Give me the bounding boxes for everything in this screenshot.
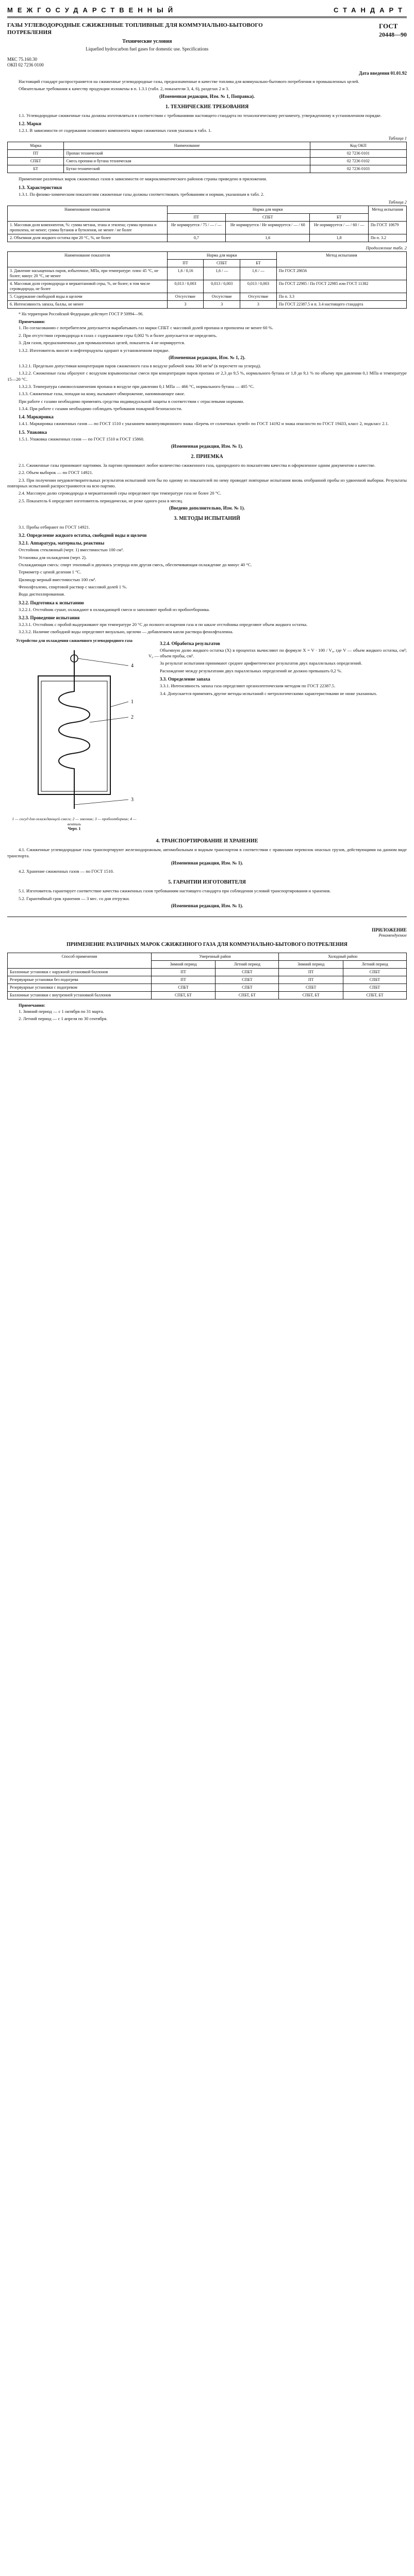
table-cell: СПБТ xyxy=(8,158,64,165)
table-cell: Баллонные установки с внутренней установкой баллонов xyxy=(8,992,152,999)
table-header: СПБТ xyxy=(204,259,240,267)
edition-note: (Измененная редакция, Изм. № 1). xyxy=(171,443,243,449)
paragraph: 2.1. Сжиженные газы принимают партиями. За партию принимают любое количество сжиженного газа, однородного по показателям качества и оформленное одним документом о качестве. xyxy=(19,462,376,468)
table-cell: Отсутствие xyxy=(167,293,204,300)
table-cell: По ГОСТ 22985 / По ГОСТ 22985 или ГОСТ 11382 xyxy=(276,280,406,293)
paragraph: 1.3.2.3. Температура самовоспламенения пропана в воздухе при давлении 0,1 МПа — 466 °С, нормального бутана — 405 °С. xyxy=(19,383,255,389)
table-cell: ПТ xyxy=(279,976,343,984)
paragraph: Термометр с ценой деления 1 °С. xyxy=(19,569,81,575)
cooling-device-figure xyxy=(7,638,141,834)
introduction-date: Дата введения 01.01.92 xyxy=(359,70,407,76)
table-cell: СПБТ, БТ xyxy=(216,992,279,999)
standard-banner xyxy=(7,5,407,18)
section-5-title: 5. ГАРАНТИИ ИЗГОТОВИТЕЛЯ xyxy=(168,879,246,886)
edition-note: (Измененная редакция, Изм. № 1, Поправка). xyxy=(159,93,255,99)
paragraph: Цилиндр мерный вместимостью 100 см³. xyxy=(19,577,96,582)
paragraph: 1.3.4. При работе с газами необходимо соблюдать требования пожарной безопасности. xyxy=(19,405,183,411)
table-header: БТ xyxy=(240,259,277,267)
paragraph: 1.1. Углеводородные сжиженные газы должны изготовляться в соответствии с требованиями настоящего стандарта по технологическому регламенту, утвержденному в установленном порядке. xyxy=(19,112,382,118)
table-header: Зимний период xyxy=(279,961,343,969)
table-2-properties xyxy=(7,206,407,242)
table-cell: СПБТ xyxy=(151,984,216,992)
table-cell: 3. Давление насыщенных паров, избыточное, МПа, при температуре: плюс 45 °С, не более; минус 20 °С, не менее xyxy=(8,267,168,280)
table-cell: СПБТ xyxy=(216,984,279,992)
table-row xyxy=(8,976,407,984)
paragraph: Применение различных марок сжиженных газов в зависимости от макроклиматического районов страны приведено в приложении. xyxy=(19,176,267,182)
gost-number-block xyxy=(379,22,407,69)
subsection-heading: 1.2. Марки xyxy=(19,121,42,126)
appendix-note: 1. Зимний период — с 1 октября по 31 марта. xyxy=(19,1009,104,1014)
edition-note: (Измененная редакция, Изм. № 1). xyxy=(171,860,243,866)
notes-title: Примечания: xyxy=(19,319,45,325)
table-header: Способ применения xyxy=(8,953,152,969)
table-header: Марка xyxy=(8,142,64,150)
table-header: Метод испытания xyxy=(276,251,406,267)
section-4-title: 4. ТРАНСПОРТИРОВАНИЕ И ХРАНЕНИЕ xyxy=(156,838,258,844)
table-2-continuation xyxy=(7,251,407,309)
cooling-device-drawing xyxy=(7,645,141,815)
standard-english-title: Liquefied hydrocarbon fuel gases for domestic use. Specifications xyxy=(86,46,209,52)
note: 3. Для газов, предназначенных для промышленных целей, показатель 4 не нормируется. xyxy=(19,340,185,346)
figure-label: Черт. 1 xyxy=(68,826,81,832)
banner-left: МЕЖГОСУДАРСТВЕННЫЙ xyxy=(7,6,178,14)
subsection-heading: 3.2.4. Обработка результатов xyxy=(160,640,220,646)
table-cell: Отсутствие xyxy=(204,293,240,300)
paragraph: Фенолфталеин, спиртовой раствор с массовой долей 1 %. xyxy=(19,584,127,590)
table-row xyxy=(8,992,407,999)
paragraph: Охлаждающая смесь: спирт этиловый и двуокись углерода или другая смесь, обеспечивающая охлаждение до минус 40 °С. xyxy=(19,562,252,568)
table-cell: По ГОСТ 10679 xyxy=(368,221,406,234)
table-header: Зимний период xyxy=(151,961,216,969)
table-row xyxy=(8,158,407,165)
table-cell: По п. 3.3 xyxy=(276,293,406,300)
edition-note: (Измененная редакция, Изм. № 1). xyxy=(171,903,243,909)
standard-subtitle: Технические условия xyxy=(122,38,172,44)
paragraph: 3.4. Допускается применять другие методы испытаний с метрологическими характеристиками не ниже указанных. xyxy=(160,690,377,696)
table-row xyxy=(8,234,407,242)
svg-text:4: 4 xyxy=(131,663,134,669)
table-row xyxy=(8,984,407,992)
table-2-caption: Таблица 2 xyxy=(388,199,407,205)
table-cell: Смесь пропана и бутана техническая xyxy=(64,158,310,165)
subsection-heading: 3.2. Определение жидкого остатка, свободной воды и щелочи xyxy=(19,533,147,538)
table-cell: 1. Массовая доля компонентов, %: сумма метана, этана и этилена; сумма пропана и пропилена, не менее; сумма бутанов и бутиленов, не менее / не более xyxy=(8,221,168,234)
paragraph: 3.1. Пробы отбирают по ГОСТ 14921. xyxy=(19,524,90,530)
table-row xyxy=(8,221,407,234)
table-cell: Пропан технический xyxy=(64,150,310,158)
section-2-title: 2. ПРИЕМКА xyxy=(191,453,223,460)
table-cell: ПТ xyxy=(279,969,343,976)
classification-codes xyxy=(7,57,287,69)
table-row xyxy=(8,293,407,300)
table-cell: СПБТ xyxy=(343,976,407,984)
table-cell: 0,013 / 0,003 xyxy=(167,280,204,293)
paragraph: Расхождение между результатами двух параллельных определений не должно превышать 0,2 %. xyxy=(160,668,342,673)
table-cell: 3 xyxy=(167,300,204,308)
section-3-title: 3. МЕТОДЫ ИСПЫТАНИЙ xyxy=(174,516,240,522)
table-row xyxy=(8,150,407,158)
table-header: Код ОКП xyxy=(310,142,406,150)
table-cell: 2. Объемная доля жидкого остатка при 20 °С, %, не более xyxy=(8,234,168,242)
paragraph: Вода дистиллированная. xyxy=(19,591,65,597)
paragraph: 1.2.1. В зависимости от содержания основного компонента марки сжиженных газов указаны в табл. 1. xyxy=(19,127,212,133)
table-row xyxy=(8,165,407,173)
table-cell: По п. 3.2 xyxy=(368,234,406,242)
table-cell: СПБТ xyxy=(216,969,279,976)
table-footnote: * На территории Российской Федерации действует ГОСТ Р 50994—96. xyxy=(19,311,144,316)
edition-note: (Измененная редакция, Изм. № 1, 2). xyxy=(169,354,245,360)
okp-code: ОКП 02 7236 0100 xyxy=(7,62,44,68)
paragraph: 1.4.1. Маркировка сжиженных газов — по ГОСТ 1510 с указанием манипуляционного знака «Беречь от солнечных лучей» по ГОСТ 14192 и знака опасности по ГОСТ 19433, класс 2, подкласс 2.1. xyxy=(19,421,389,427)
paragraph: 4.2. Хранение сжиженных газов — по ГОСТ 1510. xyxy=(19,868,114,874)
gost-number: 20448—90 xyxy=(379,30,407,38)
table-row xyxy=(8,300,407,308)
table-cell: Не нормируется / 75 / — / — xyxy=(167,221,225,234)
table-cell: Резервуарные установки с подогревом xyxy=(8,984,152,992)
paragraph: 2.4. Массовую долю сероводорода и меркаптановой серы определяют при температуре газа не более 20 °С. xyxy=(19,490,222,496)
table-row xyxy=(8,267,407,280)
table-2-continuation-caption: Продолжение табл. 2 xyxy=(366,245,407,250)
table-cell: Отсутствие xyxy=(240,293,277,300)
subsection-heading: 3.2.1. Аппаратура, материалы, реактивы xyxy=(19,540,105,546)
subsection-heading: 3.2.2. Подготовка к испытанию xyxy=(19,600,84,605)
paragraph: 2.3. При получении неудовлетворительных результатов испытаний хотя бы по одному из показателей по нему проводят повторные испытания вновь отобранной пробы из удвоенной выборки. Результаты повторных испытаний распространяются на всю партию. xyxy=(7,477,407,488)
paragraph: 2.2. Объем выборок — по ГОСТ 14921. xyxy=(19,470,93,476)
table-cell: СПБТ, БТ xyxy=(343,992,407,999)
section-1-title: 1. ТЕХНИЧЕСКИЕ ТРЕБОВАНИЯ xyxy=(165,104,249,110)
gost-label: ГОСТ xyxy=(379,22,398,30)
table-header: Умеренный район xyxy=(151,953,279,961)
intro-paragraph: Обязательные требования к качеству продукции изложены в п. 1.3.1 (табл. 2, показатели 3, 4, 6), разделах 2 и 3. xyxy=(19,86,229,92)
table-header: Летний период xyxy=(343,961,407,969)
appendix-note: 2. Летний период — с 1 апреля по 30 сентября. xyxy=(19,1016,108,1022)
table-cell: 3 xyxy=(204,300,240,308)
table-cell: 1,6 xyxy=(226,234,310,242)
table-cell: Не нормируется / Не нормируется / — / 60 xyxy=(226,221,310,234)
table-cell: 6. Интенсивность запаха, баллы, не менее xyxy=(8,300,168,308)
table-cell: Бутан технический xyxy=(64,165,310,173)
paragraph: 1.3.2.2. Сжиженные газы образуют с воздухом взрывоопасные смеси при концентрации паров пропана от 2,3 до 9,5 %, нормального бутана от 1,8 до 9,1 % по объему при давлении 0,1 МПа и температуре 15—20 °С. xyxy=(7,370,407,382)
table-header: Холодный район xyxy=(279,953,407,961)
appendix-table xyxy=(7,953,407,999)
banner-right: СТАНДАРТ xyxy=(333,6,407,14)
table-cell: 1,6 / — xyxy=(204,267,240,280)
table-header: СПБТ xyxy=(226,213,310,221)
table-cell: 02 7236 0102 xyxy=(310,158,406,165)
table-header: Наименование показателя xyxy=(8,251,168,267)
paragraph: 5.1. Изготовитель гарантирует соответствие качества сжиженных газов требованиям настоящего стандарта при соблюдении условий транспортирования и хранения. xyxy=(19,888,331,894)
table-cell: По ГОСТ 28656 xyxy=(276,267,406,280)
paragraph: 1.3.3. Сжиженные газы, попадая на кожу, вызывают обморожение, напоминающее ожог. xyxy=(19,391,185,397)
svg-text:1: 1 xyxy=(131,699,134,705)
table-header: ПТ xyxy=(167,259,204,267)
table-cell: Баллонные установки с наружной установкой баллонов xyxy=(8,969,152,976)
table-cell: СПБТ xyxy=(216,976,279,984)
table-cell: Резервуарные установки без подогрева xyxy=(8,976,152,984)
standard-title: ГАЗЫ УГЛЕВОДОРОДНЫЕ СЖИЖЕННЫЕ ТОПЛИВНЫЕ ДЛЯ КОММУНАЛЬНО-БЫТОВОГО ПОТРЕБЛЕНИЯ xyxy=(7,22,263,36)
svg-text:2: 2 xyxy=(131,714,134,720)
subsection-heading: 3.2.3. Проведение испытания xyxy=(19,615,80,621)
paragraph: 2.5. Показатель 6 определяет изготовитель периодически, не реже одного раза в месяц. xyxy=(19,498,183,503)
table-cell: 0,013 / 0,003 xyxy=(240,280,277,293)
paragraph: Отстойник стеклянный (черт. 1) вместимостью 100 см³. xyxy=(19,547,124,553)
table-cell: Не нормируется / — / 60 / — xyxy=(310,221,368,234)
paragraph: Объемную долю жидкого остатка (X) в процентах вычисляют по формуле X = V · 100 / V₀, где V — объем жидкого остатка, см³; V₀ — объем пробы, см³. xyxy=(148,647,407,659)
paragraph: 3.2.2.1. Отстойник сушат, охлаждают в охлаждающей смеси и заполняют пробой из пробоотборника. xyxy=(19,606,210,612)
intro-paragraph: Настоящий стандарт распространяется на сжиженные углеводородные газы, предназначенные в качестве топлива для коммунально-бытового потребления и промышленных целей. xyxy=(19,78,359,84)
appendix-notes-title: Примечания: xyxy=(19,1003,45,1008)
table-cell: 1,6 / — xyxy=(240,267,277,280)
table-header: Метод испытания xyxy=(368,206,406,221)
table-header: ПТ xyxy=(167,213,225,221)
table-1-grades xyxy=(7,142,407,173)
paragraph: 1.3.2. Изготовитель вносит в нефтепродукты одорант в установленном порядке. xyxy=(19,347,170,353)
subsection-heading: 3.3. Определение запаха xyxy=(160,676,210,682)
paragraph: 1.5.1. Упаковка сжиженных газов — по ГОСТ 1510 и ГОСТ 15860. xyxy=(19,436,144,442)
subsection-heading: 1.3. Характеристики xyxy=(19,184,62,190)
note: 1. По согласованию с потребителем допускается вырабатывать газ марки СПБТ с массовой долей пропана и пропилена не менее 60 %. xyxy=(19,325,273,331)
table-cell: 3 xyxy=(240,300,277,308)
table-cell: 02 7236 0101 xyxy=(310,150,406,158)
paragraph: 3.2.3.2. Наличие свободной воды определяют визуально, щелочи — добавлением капли раствора фенолфталеина. xyxy=(19,629,234,635)
paragraph: 3.2.3.1. Отстойник с пробой выдерживают при температуре 20 °С до полного испарения газа и по шкале отстойника определяют объем жидкого остатка. xyxy=(19,622,308,628)
table-1-caption: Таблица 1 xyxy=(388,135,407,141)
table-header: Норма для марки xyxy=(167,251,276,259)
svg-text:3: 3 xyxy=(131,796,134,803)
table-row xyxy=(8,969,407,976)
paragraph: 3.3.1. Интенсивность запаха газа определяют органолептическим методом по ГОСТ 22387.5. xyxy=(160,683,336,689)
figure-caption: Устройство для охлаждения сжиженного углеводородного газа xyxy=(16,638,133,643)
document-header xyxy=(7,22,407,69)
paragraph: 1.3.2.1. Предельно допустимая концентрация паров сжиженного газа в воздухе рабочей зоны 300 мг/м³ (в пересчете на углерод). xyxy=(19,363,261,368)
table-cell: ПТ xyxy=(151,969,216,976)
table-cell: СПБТ xyxy=(343,984,407,992)
paragraph: Установка для охлаждения (черт. 2). xyxy=(19,554,87,560)
subsection-heading: 1.4. Маркировка xyxy=(19,414,54,420)
subsection-heading: 1.5. Упаковка xyxy=(19,429,47,435)
note: 2. При отсутствии сероводорода в газах с содержанием серы 0,002 % и более допускается не определять. xyxy=(19,332,217,338)
table-cell: 02 7236 0103 xyxy=(310,165,406,173)
table-header: Норма для марки xyxy=(167,206,368,213)
table-cell: СПБТ, БТ xyxy=(279,992,343,999)
table-header: Наименование показателя xyxy=(8,206,168,221)
figure-side-text xyxy=(148,638,407,834)
appendix-status: Рекомендуемое xyxy=(378,933,407,938)
table-cell: 5. Содержание свободной воды и щелочи xyxy=(8,293,168,300)
paragraph: 1.3.1. По физико-химическим показателям сжиженные газы должны соответствовать требованиям и нормам, указанным в табл. 2. xyxy=(19,191,264,197)
table-header: Летний период xyxy=(216,961,279,969)
edition-note: (Введено дополнительно, Изм. № 1). xyxy=(169,505,245,511)
table-cell: 1,8 xyxy=(310,234,368,242)
mks-code: МКС 75.160.30 xyxy=(7,56,38,62)
table-cell: БТ xyxy=(8,165,64,173)
table-cell: СПБТ, БТ xyxy=(151,992,216,999)
paragraph: 4.1. Сжиженные углеводородные газы транспортируют железнодорожным, автомобильным и водным транспортом в соответствии с правилами перевозок опасных грузов, действующими на данном виде транспорта. xyxy=(7,847,407,858)
appendix-title: ПРИМЕНЕНИЕ РАЗЛИЧНЫХ МАРОК СЖИЖЕННОГО ГАЗА ДЛЯ КОММУНАЛЬНО-БЫТОВОГО ПОТРЕБЛЕНИЯ xyxy=(67,942,347,948)
figure-section xyxy=(7,638,407,834)
figure-legend: 1 — сосуд для охлаждающей смеси; 2 — змеевик; 3 — пробоотборник; 4 — вентиль xyxy=(12,816,137,826)
table-cell: ПТ xyxy=(151,976,216,984)
paragraph: При работе с газами необходимо применять средства индивидуальной защиты в соответствии с отраслевыми нормами. xyxy=(19,398,244,404)
paragraph: За результат испытания принимают среднее арифметическое результатов двух параллельных определений. xyxy=(160,660,362,666)
table-cell: ПТ xyxy=(8,150,64,158)
table-header: Наименование xyxy=(64,142,310,150)
table-cell: 0,7 xyxy=(167,234,225,242)
table-cell: 1,6 / 0,16 xyxy=(167,267,204,280)
appendix-label: ПРИЛОЖЕНИЕ xyxy=(372,927,407,933)
table-cell: По ГОСТ 22387.5 и п. 3.4 настоящего стандарта xyxy=(276,300,406,308)
table-cell: 0,013 / 0,003 xyxy=(204,280,240,293)
table-cell: СПБТ xyxy=(279,984,343,992)
table-row xyxy=(8,280,407,293)
table-cell: СПБТ xyxy=(343,969,407,976)
paragraph: 5.2. Гарантийный срок хранения — 3 мес. со дня отгрузки. xyxy=(19,895,130,901)
table-header: БТ xyxy=(310,213,368,221)
table-cell: 4. Массовая доля сероводорода и меркаптановой серы, %, не более; в том числе сероводорода, не более xyxy=(8,280,168,293)
